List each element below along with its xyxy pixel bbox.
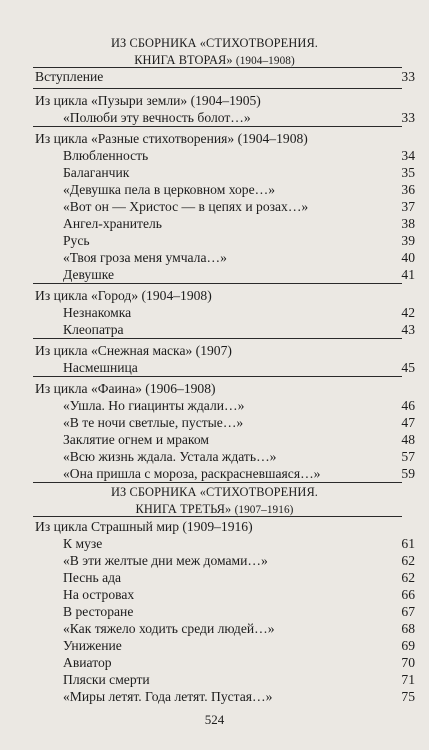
toc-row: [0, 586, 429, 604]
toc-title: Из цикла «Снежная маска» (1907): [35, 343, 232, 358]
toc-row: [0, 414, 429, 432]
toc-title: Из цикла «Разные стихотворения» (1904–1908): [35, 131, 308, 146]
toc-page: 42: [401, 305, 415, 320]
toc-title: Из цикла «Город» (1904–1908): [35, 288, 212, 303]
toc-row: [0, 321, 429, 339]
toc-page: 62: [401, 553, 415, 568]
section-heading: [0, 484, 429, 519]
page-number: 524: [204, 712, 225, 727]
toc-row: [0, 671, 429, 689]
toc-row: [0, 380, 429, 398]
toc-row: [0, 92, 429, 110]
toc-row: [0, 397, 429, 415]
toc-row: [0, 431, 429, 449]
toc-title: В ресторане: [63, 604, 134, 619]
toc-row: [0, 448, 429, 466]
toc-title: «Миры летят. Года летят. Пустая…»: [63, 689, 273, 704]
toc-row: [0, 266, 429, 284]
toc-title: Заклятие огнем и мраком: [63, 432, 209, 447]
toc-page: 46: [401, 398, 415, 413]
toc-title: Влюбленность: [63, 148, 149, 163]
toc-title: Клеопатра: [63, 322, 124, 337]
toc-title: «Вот он — Христос — в цепях и розах…»: [63, 199, 309, 214]
toc-title: Авиатор: [63, 655, 112, 670]
toc-page: 62: [401, 570, 415, 585]
toc-row: [0, 359, 429, 377]
toc-page: 47: [401, 415, 415, 430]
toc-page: 40: [401, 250, 415, 265]
toc-title: Незнакомка: [63, 305, 132, 320]
toc-page: 36: [401, 182, 415, 197]
toc-title: Унижение: [63, 638, 122, 653]
toc-row: [0, 465, 429, 483]
section-rule: [33, 516, 402, 517]
toc-title: Вступление: [35, 69, 104, 84]
toc-row: [0, 68, 429, 86]
toc-row: [0, 535, 429, 553]
toc-row: [0, 654, 429, 672]
row-rule: [33, 283, 402, 284]
row-rule: [33, 338, 402, 339]
section-heading: [0, 35, 429, 70]
toc-row: [0, 130, 429, 148]
toc-row: [0, 287, 429, 305]
toc-page: 69: [401, 638, 415, 653]
toc-row: [0, 518, 429, 536]
toc-row: [0, 620, 429, 638]
toc-row: [0, 147, 429, 165]
section-heading-years: (1907–1916): [234, 504, 294, 516]
toc-row: [0, 688, 429, 706]
toc-row: [0, 215, 429, 233]
toc-page: 43: [401, 322, 415, 337]
toc-page: 45: [401, 360, 415, 375]
toc-row: [0, 603, 429, 621]
section-heading-line1: ИЗ СБОРНИКА «СТИХОТВОРЕНИЯ.: [110, 485, 319, 499]
section-heading-line2: КНИГА ТРЕТЬЯ»: [135, 502, 232, 516]
toc-page: 37: [401, 199, 415, 214]
toc-row: [0, 181, 429, 199]
row-rule: [33, 126, 402, 127]
toc-title: «В эти желтые дни меж домами…»: [63, 553, 268, 568]
toc-title: «Она пришла с мороза, раскрасневшаяся…»: [63, 466, 321, 481]
toc-row: [0, 637, 429, 655]
toc-row: [0, 164, 429, 182]
toc-page: 66: [401, 587, 415, 602]
toc-title: Насмешница: [63, 360, 138, 375]
toc-page: 34: [401, 148, 415, 163]
toc-title: «Девушка пела в церковном хоре…»: [63, 182, 276, 197]
toc-row: [0, 198, 429, 216]
toc-title: К музе: [63, 536, 103, 551]
toc-title: «Всю жизнь ждала. Устала ждать…»: [63, 449, 277, 464]
toc-page: 39: [401, 233, 415, 248]
toc-page: 57: [401, 449, 415, 464]
toc-title: Песнь ада: [63, 570, 122, 585]
toc-title: Из цикла «Фаина» (1906–1908): [35, 381, 216, 396]
section-heading-line1: ИЗ СБОРНИКА «СТИХОТВОРЕНИЯ.: [110, 36, 319, 50]
toc-row: [0, 569, 429, 587]
toc-page: 38: [401, 216, 415, 231]
toc-page: 75: [401, 689, 415, 704]
toc-title: Пляски смерти: [63, 672, 150, 687]
toc-title: Девушке: [63, 267, 114, 282]
toc-title: Из цикла «Пузыри земли» (1904–1905): [35, 93, 261, 108]
row-rule: [33, 88, 402, 89]
toc-row: [0, 342, 429, 360]
toc-page: 70: [401, 655, 415, 670]
toc-row: [0, 552, 429, 570]
toc-row: [0, 304, 429, 322]
toc-title: «Как тяжело ходить среди людей…»: [63, 621, 275, 636]
toc-title: Русь: [63, 233, 90, 248]
row-rule: [33, 376, 402, 377]
toc-page: 41: [401, 267, 415, 282]
toc-page: 33: [401, 69, 415, 84]
toc-page: 59: [401, 466, 415, 481]
toc-title: «Твоя гроза меня умчала…»: [63, 250, 227, 265]
toc-title: «Ушла. Но гиацинты ждали…»: [63, 398, 245, 413]
toc-title: Ангел-хранитель: [63, 216, 162, 231]
toc-page: 68: [401, 621, 415, 636]
toc-title: Балаганчик: [63, 165, 130, 180]
toc-page: 48: [401, 432, 415, 447]
toc-title: Из цикла Страшный мир (1909–1916): [35, 519, 253, 534]
toc-page: 35: [401, 165, 415, 180]
toc-row: [0, 109, 429, 127]
toc-row: [0, 232, 429, 250]
toc-page: 61: [401, 536, 415, 551]
toc-page: 67: [401, 604, 415, 619]
section-heading-years: (1904–1908): [235, 55, 295, 67]
toc-title: На островах: [63, 587, 135, 602]
toc-title: «Полюби эту вечность болот…»: [63, 110, 251, 125]
toc-page: 33: [401, 110, 415, 125]
section-heading-line2: КНИГА ВТОРАЯ»: [134, 53, 233, 67]
toc-page: 71: [401, 672, 415, 687]
section-rule: [33, 482, 402, 483]
toc-row: [0, 249, 429, 267]
toc-title: «В те ночи светлые, пустые…»: [63, 415, 244, 430]
